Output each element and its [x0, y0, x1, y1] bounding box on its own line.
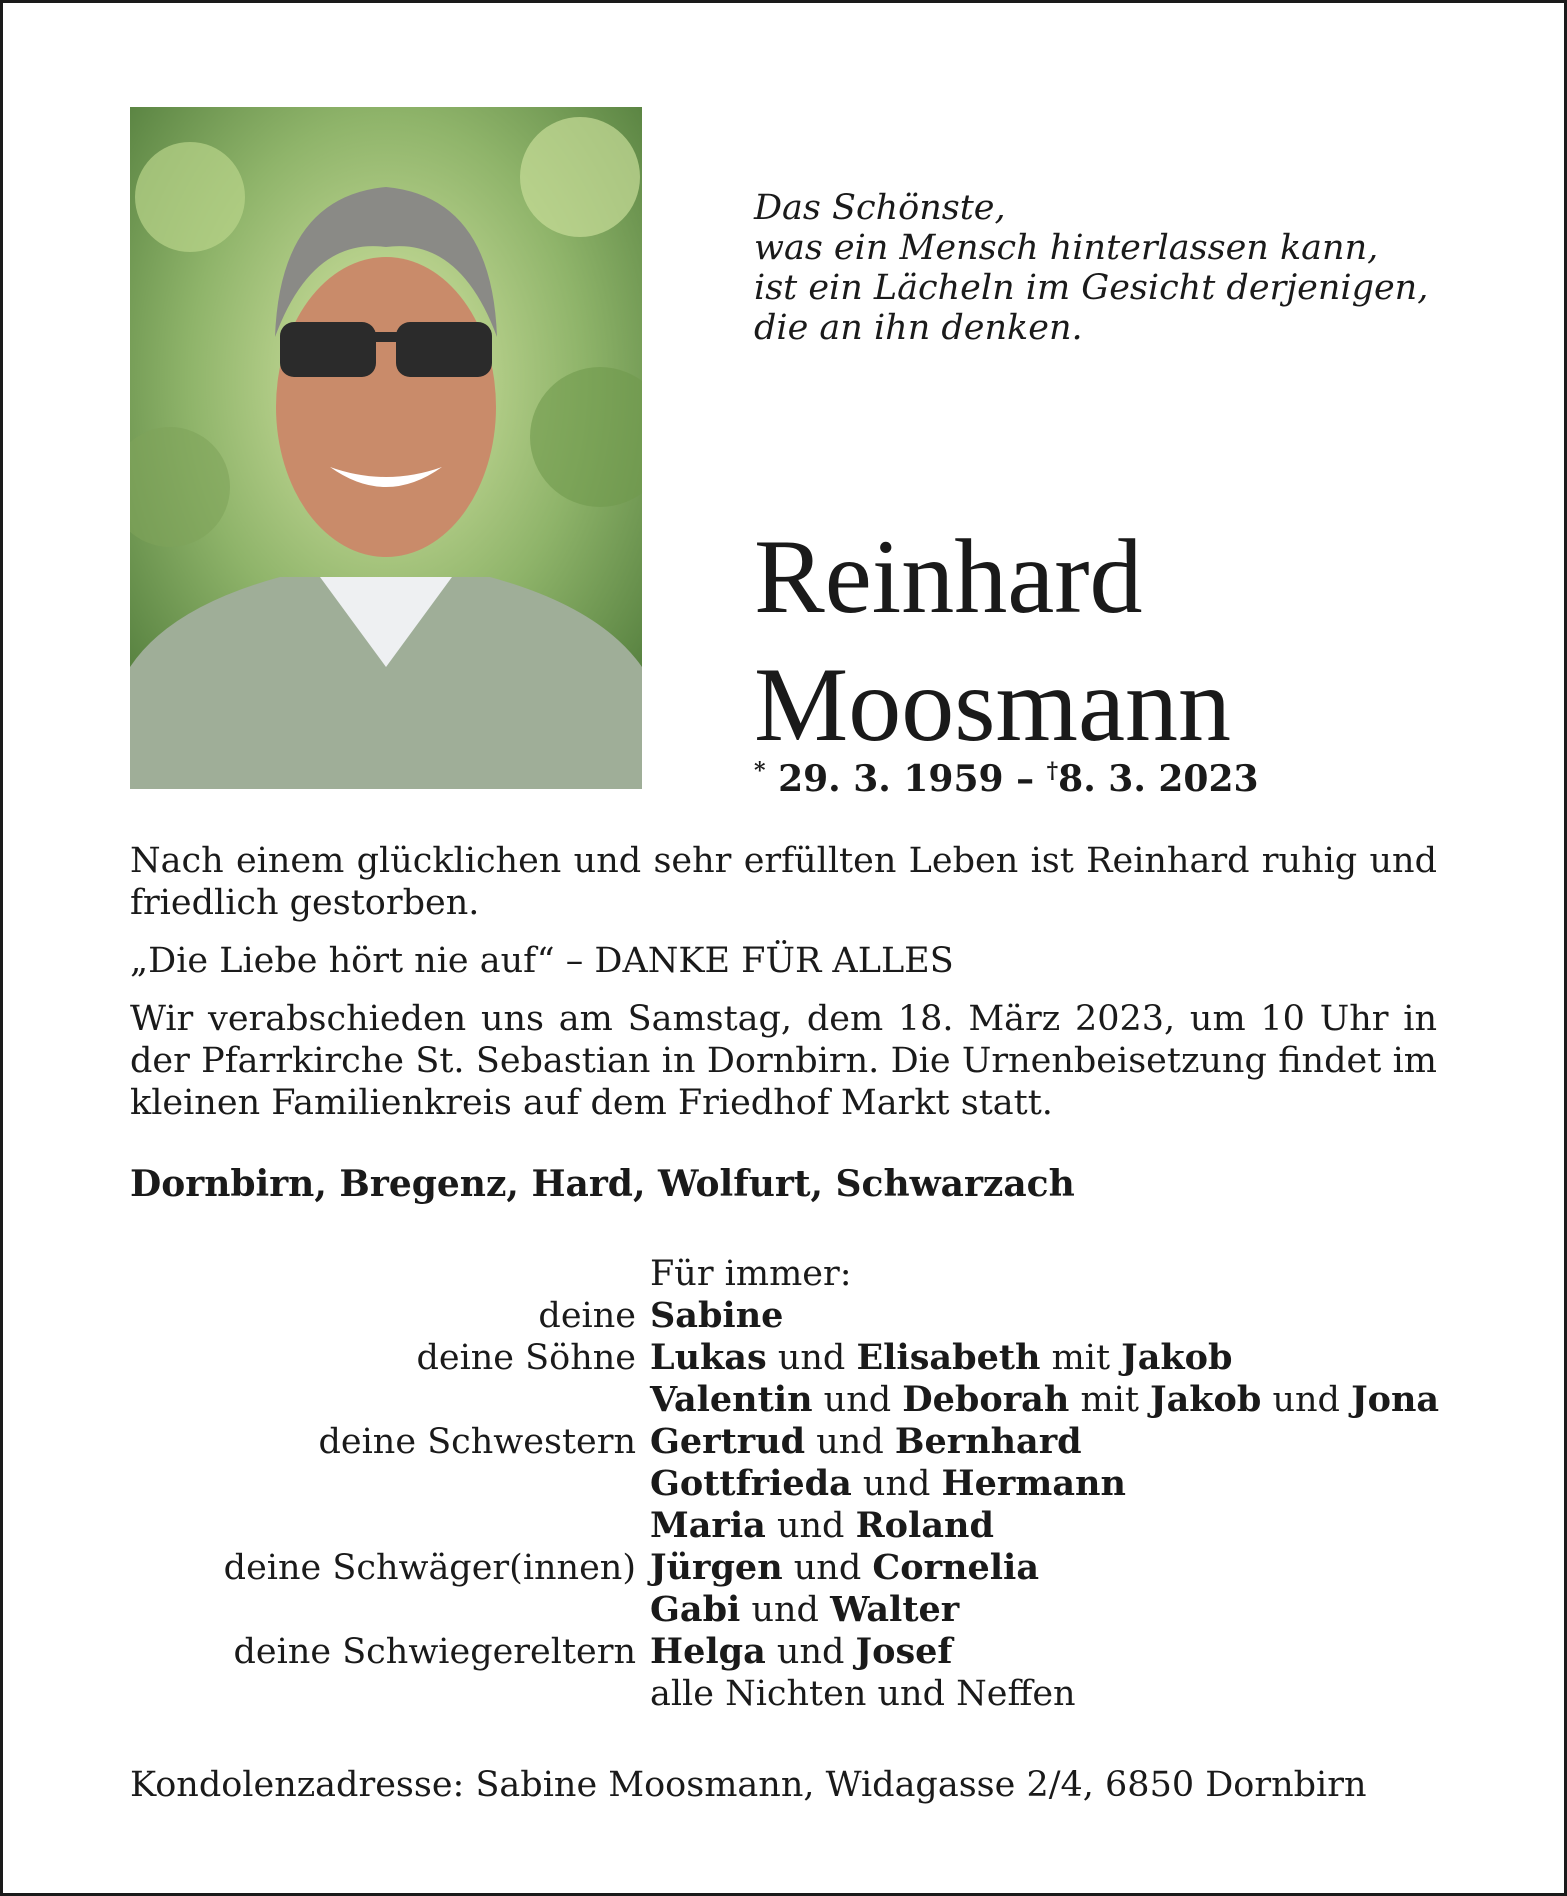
family-row: [0, 1295, 1567, 1337]
condolence-address: Kondolenzadresse: Sabine Moosmann, Widagasse 2/4, 6850 Dornbirn: [130, 1765, 1367, 1805]
family-member-name: Cornelia: [872, 1547, 1040, 1588]
family-names: [650, 1589, 959, 1631]
family-relation: [0, 1379, 650, 1421]
family-row: [0, 1463, 1567, 1505]
family-relation: deine Schwäger(innen): [223, 1548, 636, 1588]
family-connector: mit: [1069, 1380, 1151, 1420]
deceased-name: [754, 513, 1231, 769]
family-member-name: Gottfrieda: [650, 1463, 852, 1504]
family-member-name: Bernhard: [894, 1421, 1082, 1462]
family-names: [650, 1337, 1232, 1379]
birth-symbol: *: [754, 758, 766, 784]
family-member-name: Lukas: [650, 1337, 767, 1378]
family-member-name: Helga: [650, 1631, 766, 1672]
family-connector: und: [782, 1548, 873, 1588]
family-relation: [0, 1505, 650, 1547]
memorial-quote: [754, 188, 1454, 348]
quote-line: was ein Mensch hinterlassen kann,: [754, 228, 1379, 268]
family-names: [650, 1505, 994, 1547]
family-member-name: Gertrud: [650, 1421, 806, 1462]
family-names: [650, 1547, 1039, 1589]
family-row: [0, 1421, 1567, 1463]
death-symbol: †: [1046, 758, 1059, 784]
family-relation: deine Schwestern: [318, 1422, 636, 1462]
family-row: [0, 1631, 1567, 1673]
family-names: [650, 1295, 783, 1337]
quote-line: die an ihn denken.: [754, 308, 1083, 348]
family-names: [650, 1421, 1082, 1463]
family-row: [0, 1589, 1567, 1631]
family-member-name: Jakob: [1121, 1337, 1233, 1378]
family-names: [650, 1631, 952, 1673]
family-member-name: Roland: [855, 1505, 994, 1546]
family-row: [0, 1337, 1567, 1379]
family-relation: deine Söhne: [416, 1338, 636, 1378]
family-member-name: Sabine: [650, 1295, 784, 1336]
family-member-name: Hermann: [941, 1463, 1126, 1504]
birth-date: 29. 3. 1959: [778, 758, 1004, 800]
family-member-name: Deborah: [902, 1379, 1070, 1420]
family-row: [0, 1673, 1567, 1715]
family-relation: [0, 1463, 650, 1505]
family-connector: und: [765, 1632, 856, 1672]
date-separator: –: [1016, 758, 1035, 800]
family-member-name: Valentin: [650, 1379, 813, 1420]
first-name: Reinhard: [754, 518, 1143, 635]
portrait-photo: [130, 107, 642, 789]
obituary-paragraph: Nach einem glücklichen und sehr erfüllten Leben ist Reinhard ruhig und friedlich gestorben.: [130, 841, 1437, 923]
family-connector: und: [1261, 1380, 1352, 1420]
family-row: [0, 1547, 1567, 1589]
family-member-name: Gabi: [650, 1589, 741, 1630]
funeral-details: Wir verabschieden uns am Samstag, dem 18. März 2023, um 10 Uhr in der Pfarrkirche St. Sebastian in Dornbirn. Die Urnenbeisetzung findet im kleinen Familienkreis auf dem Friedhof Markt statt.: [130, 999, 1437, 1123]
family-member-name: Jakob: [1150, 1379, 1262, 1420]
family-member-name: Maria: [650, 1505, 766, 1546]
obituary-motto: „Die Liebe hört nie auf“ – DANKE FÜR ALLES: [130, 941, 954, 981]
family-row: [0, 1505, 1567, 1547]
family-names: [650, 1463, 1126, 1505]
family-member-name: Jürgen: [650, 1547, 783, 1588]
family-connector: und: [851, 1464, 942, 1504]
family-relation: deine Schwiegereltern: [233, 1632, 636, 1672]
family-member-name: Jona: [1351, 1379, 1440, 1420]
death-date: 8. 3. 2023: [1058, 758, 1259, 800]
family-connector: mit: [1040, 1338, 1122, 1378]
family-connector: und: [765, 1506, 856, 1546]
family-relation: [0, 1589, 650, 1631]
life-dates: [754, 758, 1259, 800]
family-heading: Für immer:: [650, 1254, 852, 1294]
family-member-name: Elisabeth: [856, 1337, 1041, 1378]
family-connector: alle Nichten und Neffen: [650, 1674, 1076, 1714]
quote-line: ist ein Lächeln im Gesicht derjenigen,: [754, 268, 1429, 308]
family-member-name: Walter: [830, 1589, 960, 1630]
family-list: [0, 1253, 1567, 1715]
family-connector: und: [812, 1380, 903, 1420]
places-line: Dornbirn, Bregenz, Hard, Wolfurt, Schwarzach: [130, 1163, 1075, 1205]
family-relation: deine: [538, 1296, 636, 1336]
family-connector: und: [740, 1590, 831, 1630]
family-row: [0, 1379, 1567, 1421]
family-names: [650, 1673, 1076, 1715]
last-name: Moosmann: [754, 646, 1231, 763]
family-heading-row: [0, 1253, 1567, 1295]
quote-line: Das Schönste,: [754, 188, 1006, 228]
family-member-name: Josef: [855, 1631, 953, 1672]
family-connector: und: [766, 1338, 857, 1378]
family-names: [650, 1379, 1439, 1421]
family-connector: und: [805, 1422, 895, 1462]
family-relation: [0, 1673, 650, 1715]
